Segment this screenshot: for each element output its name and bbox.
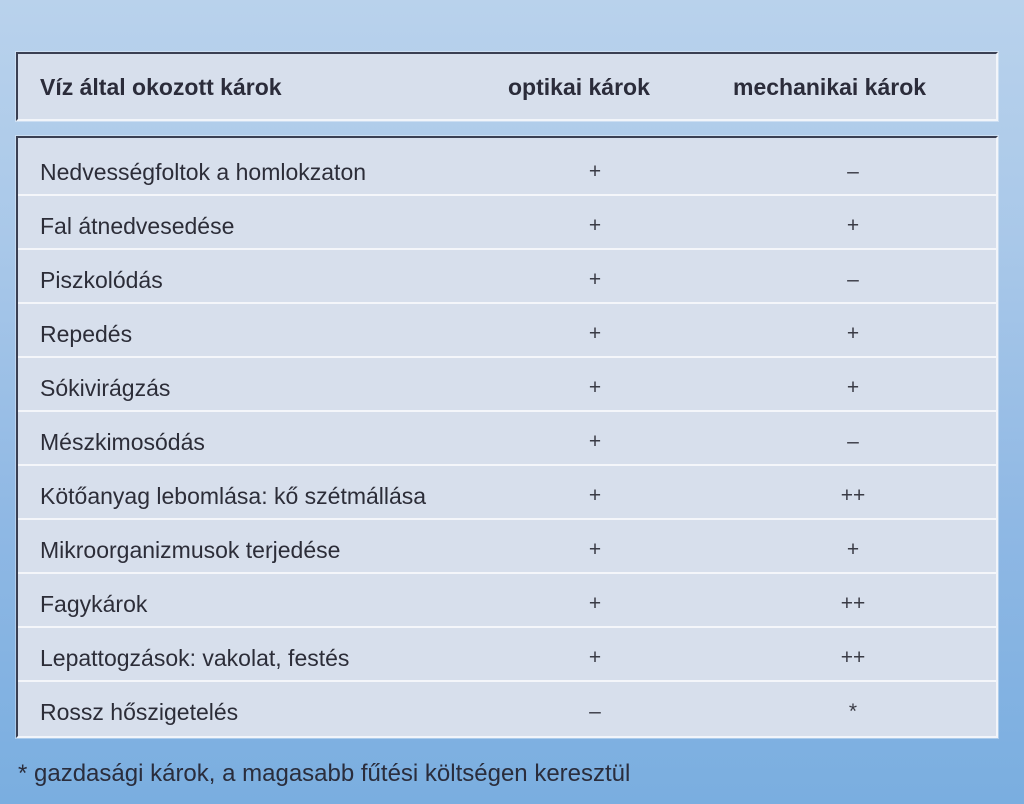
row-optical-value: + <box>588 214 602 237</box>
row-label: Repedés <box>40 321 133 347</box>
row-label: Mészkimosódás <box>40 429 205 455</box>
row-optical-value: + <box>588 160 602 183</box>
table-row <box>18 574 996 628</box>
row-optical-value: + <box>588 268 602 291</box>
row-label: Sókivirágzás <box>40 375 171 401</box>
row-optical-value: + <box>588 322 602 345</box>
row-mechanical-value: – <box>847 268 859 291</box>
row-label: Nedvességfoltok a homlokzaton <box>40 159 367 185</box>
header-optical-damage: optikai károk <box>508 74 650 100</box>
row-mechanical-value: + <box>846 538 860 561</box>
row-mechanical-value: * <box>848 700 858 723</box>
table-row <box>18 628 996 682</box>
row-label: Kötőanyag lebomlása: kő szétmállása <box>40 483 427 509</box>
table-row <box>18 304 996 358</box>
row-mechanical-value: + <box>846 322 860 345</box>
table-row <box>18 412 996 466</box>
table-row <box>18 250 996 304</box>
row-label: Fagykárok <box>40 591 148 617</box>
row-label: Rossz hőszigetelés <box>40 699 239 725</box>
row-mechanical-value: – <box>847 160 859 183</box>
row-mechanical-value: + <box>846 376 860 399</box>
row-label: Lepattogzások: vakolat, festés <box>40 645 350 671</box>
row-optical-value: – <box>589 700 601 723</box>
table-row <box>18 142 996 196</box>
header-mechanical-damage: mechanikai károk <box>733 74 927 100</box>
table-row <box>18 520 996 574</box>
row-mechanical-value: ++ <box>840 592 866 615</box>
table-row <box>18 358 996 412</box>
table-row <box>18 466 996 520</box>
row-mechanical-value: ++ <box>840 646 866 669</box>
table-row <box>18 196 996 250</box>
table-body <box>16 136 998 738</box>
row-label: Fal átnedvesedése <box>40 213 235 239</box>
table-row <box>18 682 996 736</box>
footnote: * gazdasági károk, a magasabb fűtési költségen keresztül <box>18 760 631 787</box>
row-mechanical-value: + <box>846 214 860 237</box>
header-water-damage: Víz által okozott károk <box>40 74 282 100</box>
row-label: Piszkolódás <box>40 267 163 293</box>
row-label: Mikroorganizmusok terjedése <box>40 537 341 563</box>
row-optical-value: + <box>588 430 602 453</box>
table-header <box>16 52 998 121</box>
row-optical-value: + <box>588 538 602 561</box>
row-optical-value: + <box>588 592 602 615</box>
row-mechanical-value: – <box>847 430 859 453</box>
row-optical-value: + <box>588 646 602 669</box>
row-optical-value: + <box>588 484 602 507</box>
row-optical-value: + <box>588 376 602 399</box>
row-mechanical-value: ++ <box>840 484 866 507</box>
